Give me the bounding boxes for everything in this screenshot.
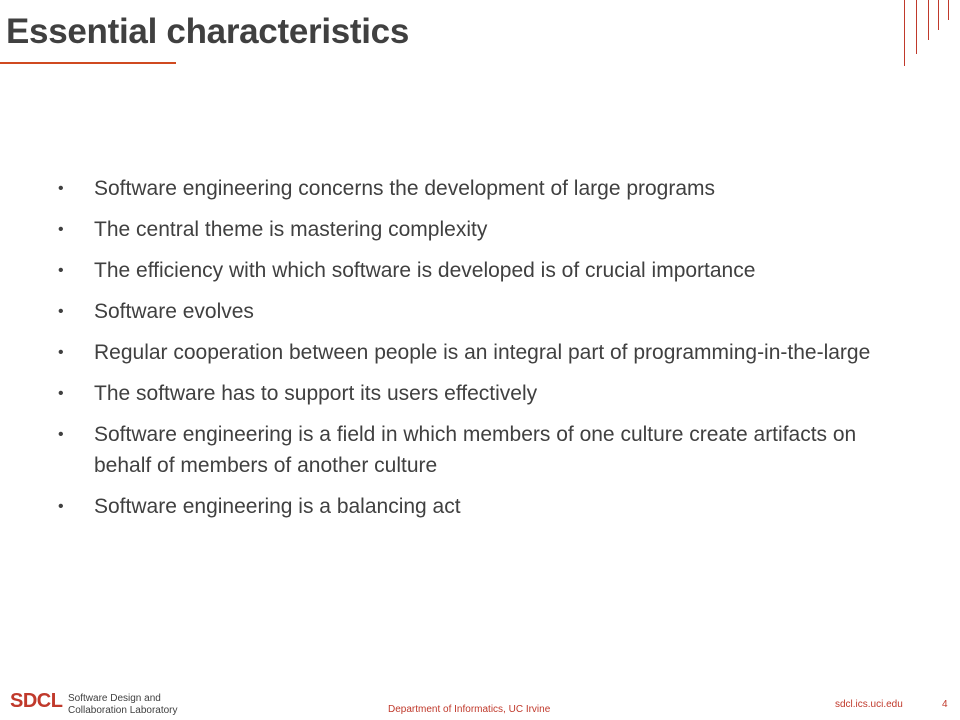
bullet-dot-icon: • [58,426,64,443]
bullet-text: Regular cooperation between people is an integral part of programming-in-the-large [94,341,871,364]
bullet-text: The efficiency with which software is developed is of crucial importance [94,259,756,282]
bullet-item [58,214,918,245]
page-number: 4 [942,699,948,710]
logo-subtitle [68,693,178,717]
bullet-dot-icon: • [58,303,64,320]
bullet-item [58,419,918,481]
bullet-text: Software evolves [94,300,254,323]
stripe-line [916,0,917,54]
footer-website: sdcl.ics.uci.edu [835,699,903,710]
bullet-dot-icon: • [58,221,64,238]
bullet-item [58,337,918,368]
bullet-text: Software engineering concerns the development of large programs [94,177,716,200]
bullet-text: Software engineering is a field in which members of one culture create artifacts on behalf of members of another culture [94,423,857,477]
stripe-line [948,0,949,20]
bullet-dot-icon: • [58,498,64,515]
bullet-text: The software has to support its users effectively [94,382,538,405]
logo-subtitle-line2: Collaboration Laboratory [68,705,178,716]
stripe-line [904,0,905,66]
bullet-item [58,255,918,286]
bullet-dot-icon: • [58,344,64,361]
footer-department: Department of Informatics, UC Irvine [388,704,551,715]
logo-mark: SDCL [10,690,63,712]
stripe-line [928,0,929,40]
bullet-dot-icon: • [58,262,64,279]
bullet-item [58,296,918,327]
bullet-item [58,378,918,409]
bullet-text: Software engineering is a balancing act [94,495,461,518]
bullet-item [58,491,918,522]
stripe-line [938,0,939,30]
logo-subtitle-line1: Software Design and [68,693,161,704]
bullet-item [58,173,918,204]
slide-title: Essential characteristics [6,12,410,51]
bullet-dot-icon: • [58,180,64,197]
bullet-text: The central theme is mastering complexity [94,218,488,241]
bullet-list [58,173,918,532]
bullet-dot-icon: • [58,385,64,402]
title-underline [0,62,176,64]
corner-stripes-decoration [890,0,960,70]
